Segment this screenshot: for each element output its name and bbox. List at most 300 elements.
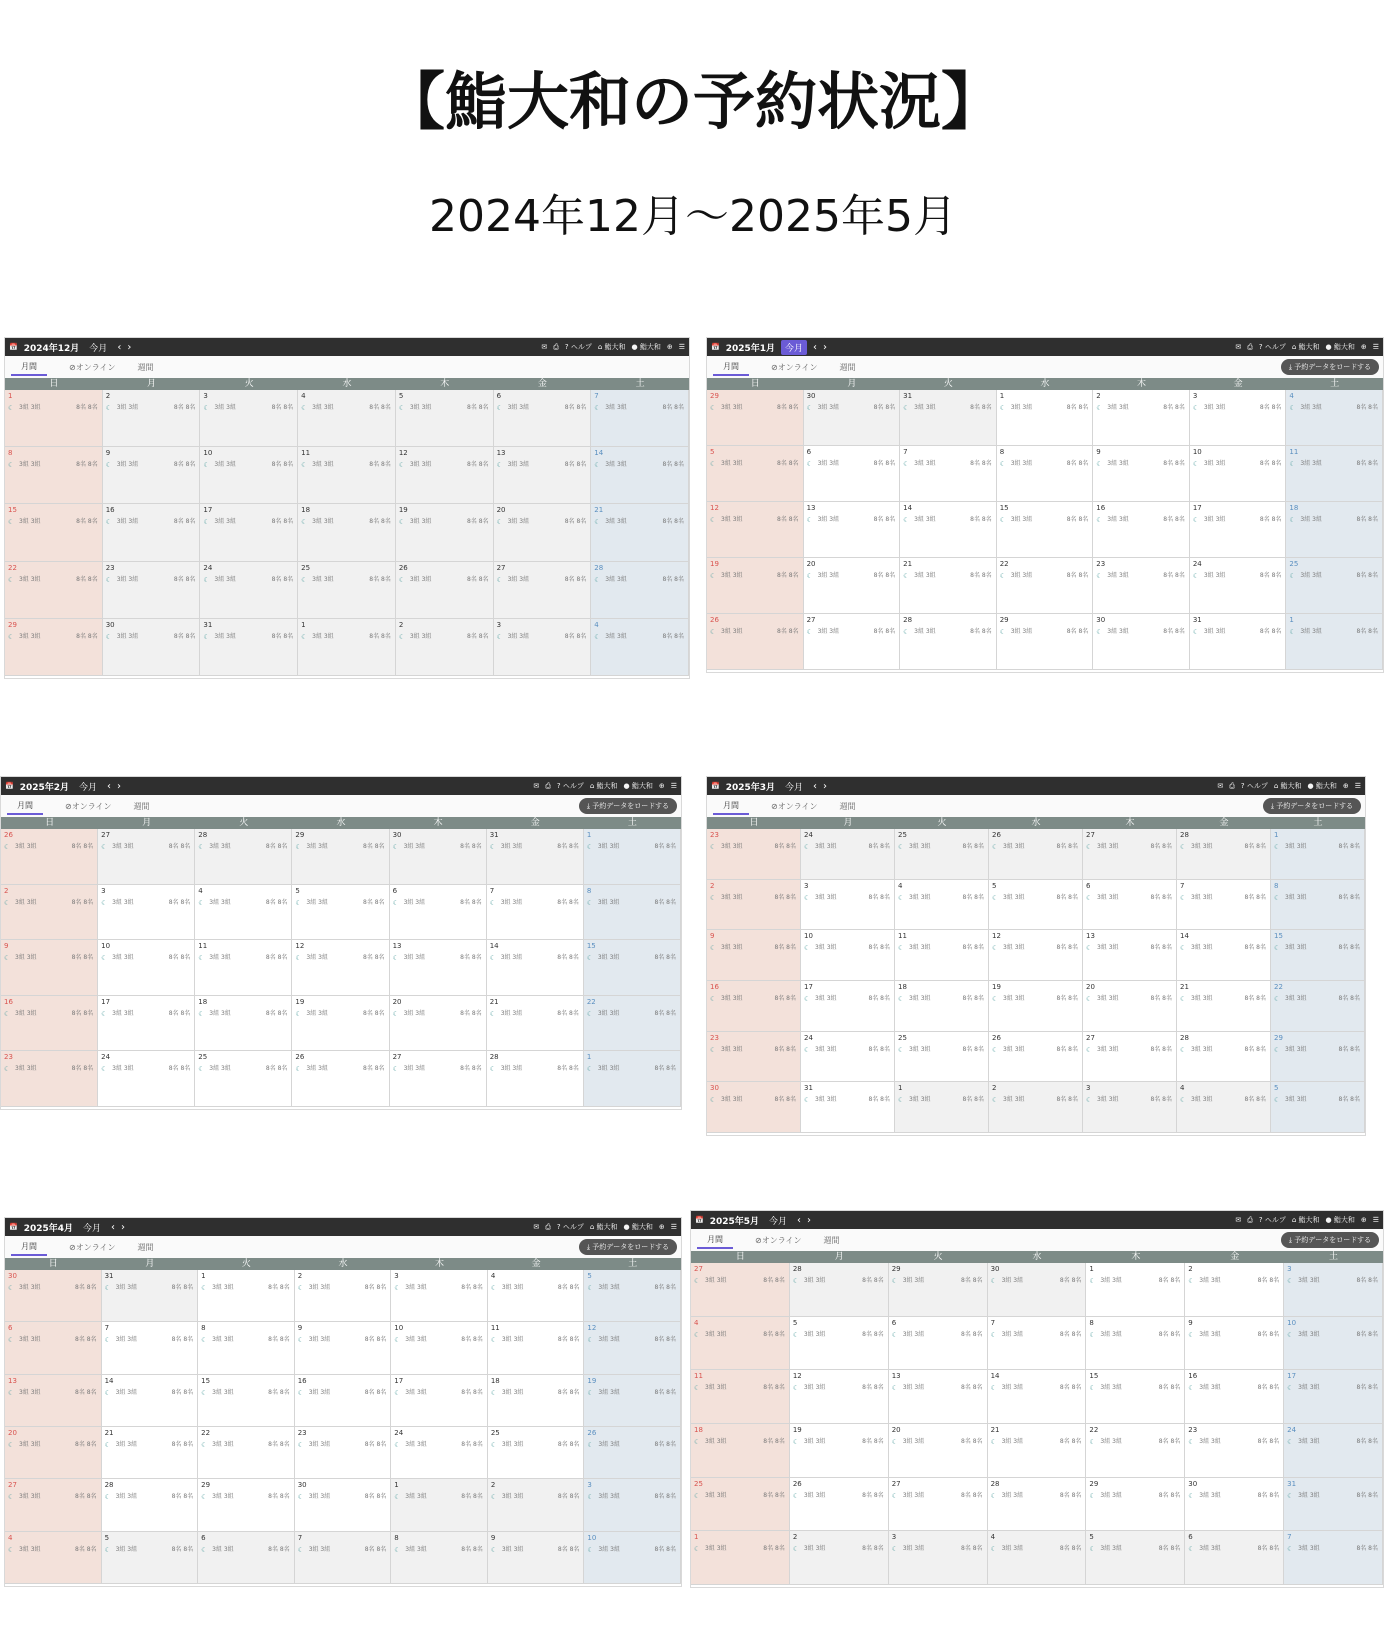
day-cell[interactable] — [988, 1370, 1087, 1424]
day-cell[interactable] — [1185, 1263, 1284, 1317]
tab-online[interactable]: ⊘オンライン — [771, 362, 818, 372]
day-cell[interactable] — [198, 1322, 295, 1374]
day-cell[interactable] — [1093, 390, 1190, 446]
help-button[interactable]: ? ヘルプ — [556, 782, 584, 790]
day-cell[interactable] — [900, 502, 997, 558]
day-cell[interactable] — [1185, 1424, 1284, 1478]
day-cell[interactable] — [900, 614, 997, 670]
day-cell[interactable] — [5, 1427, 102, 1479]
prev-month-button[interactable]: ‹ — [111, 1221, 116, 1233]
help-button[interactable]: ? ヘルプ — [1240, 782, 1268, 790]
day-cell[interactable] — [1286, 614, 1383, 670]
day-cell[interactable] — [895, 880, 989, 931]
day-cell[interactable] — [487, 940, 584, 996]
day-cell[interactable] — [691, 1263, 790, 1317]
next-month-button[interactable]: › — [121, 1221, 126, 1233]
day-cell[interactable] — [1083, 880, 1177, 931]
mail-icon[interactable]: ✉ — [541, 343, 548, 351]
day-cell[interactable] — [790, 1370, 889, 1424]
day-cell[interactable] — [298, 390, 396, 447]
day-cell[interactable] — [1284, 1370, 1383, 1424]
day-cell[interactable] — [494, 504, 592, 561]
day-cell[interactable] — [396, 619, 494, 676]
day-cell[interactable] — [200, 390, 298, 447]
menu-icon[interactable]: ☰ — [1354, 782, 1361, 790]
day-cell[interactable] — [494, 447, 592, 504]
load-reservation-button[interactable]: ⤓ 予約データをロードする — [1263, 798, 1361, 814]
day-cell[interactable] — [707, 1032, 801, 1083]
day-cell[interactable] — [691, 1370, 790, 1424]
day-cell[interactable] — [1177, 880, 1271, 931]
day-cell[interactable] — [591, 504, 689, 561]
help-button[interactable]: ? ヘルプ — [1258, 343, 1286, 351]
day-cell[interactable] — [1086, 1263, 1185, 1317]
mail-icon[interactable]: ✉ — [533, 1223, 540, 1231]
shop-button[interactable]: ⌂ 鮨大和 — [589, 1223, 618, 1231]
prev-month-button[interactable]: ‹ — [797, 1214, 802, 1226]
day-cell[interactable] — [488, 1375, 585, 1427]
day-cell[interactable] — [889, 1531, 988, 1585]
day-cell[interactable] — [989, 1032, 1083, 1083]
day-cell[interactable] — [989, 880, 1083, 931]
shop-button[interactable]: ⌂ 鮨大和 — [589, 782, 618, 790]
day-cell[interactable] — [391, 1270, 488, 1322]
day-cell[interactable] — [707, 981, 801, 1032]
day-cell[interactable] — [295, 1427, 392, 1479]
day-cell[interactable] — [1190, 502, 1287, 558]
day-cell[interactable] — [391, 1375, 488, 1427]
day-cell[interactable] — [292, 1051, 389, 1107]
day-cell[interactable] — [889, 1478, 988, 1532]
day-cell[interactable] — [1177, 981, 1271, 1032]
day-cell[interactable] — [1271, 981, 1365, 1032]
day-cell[interactable] — [997, 446, 1094, 502]
day-cell[interactable] — [889, 1370, 988, 1424]
day-cell[interactable] — [1284, 1263, 1383, 1317]
day-cell[interactable] — [804, 390, 901, 446]
menu-icon[interactable]: ☰ — [1372, 343, 1379, 351]
tab-week[interactable]: 週間 — [137, 362, 154, 372]
day-cell[interactable] — [198, 1532, 295, 1584]
day-cell[interactable] — [1284, 1478, 1383, 1532]
day-cell[interactable] — [1, 1051, 98, 1107]
day-cell[interactable] — [488, 1532, 585, 1584]
day-cell[interactable] — [801, 880, 895, 931]
tab-month[interactable]: 月間 — [713, 798, 749, 815]
day-cell[interactable] — [98, 1051, 195, 1107]
day-cell[interactable] — [989, 1082, 1083, 1133]
day-cell[interactable] — [790, 1531, 889, 1585]
day-cell[interactable] — [1271, 1032, 1365, 1083]
day-cell[interactable] — [195, 996, 292, 1052]
day-cell[interactable] — [1286, 558, 1383, 614]
day-cell[interactable] — [988, 1263, 1087, 1317]
day-cell[interactable] — [584, 1427, 681, 1479]
day-cell[interactable] — [900, 390, 997, 446]
day-cell[interactable] — [997, 502, 1094, 558]
day-cell[interactable] — [584, 829, 681, 885]
day-cell[interactable] — [298, 504, 396, 561]
day-cell[interactable] — [1083, 829, 1177, 880]
tab-month[interactable]: 月間 — [11, 1239, 47, 1256]
day-cell[interactable] — [494, 390, 592, 447]
day-cell[interactable] — [790, 1317, 889, 1371]
day-cell[interactable] — [801, 930, 895, 981]
day-cell[interactable] — [707, 880, 801, 931]
next-month-button[interactable]: › — [823, 780, 828, 792]
load-reservation-button[interactable]: ⤓ 予約データをロードする — [1281, 359, 1379, 375]
day-cell[interactable] — [707, 446, 804, 502]
next-month-button[interactable]: › — [807, 1214, 812, 1226]
day-cell[interactable] — [295, 1322, 392, 1374]
day-cell[interactable] — [997, 390, 1094, 446]
day-cell[interactable] — [1284, 1424, 1383, 1478]
day-cell[interactable] — [98, 885, 195, 941]
day-cell[interactable] — [989, 930, 1083, 981]
day-cell[interactable] — [988, 1478, 1087, 1532]
globe-icon[interactable]: ⊕ — [666, 343, 673, 351]
day-cell[interactable] — [895, 981, 989, 1032]
day-cell[interactable] — [584, 1532, 681, 1584]
day-cell[interactable] — [1093, 558, 1190, 614]
prev-month-button[interactable]: ‹ — [813, 780, 818, 792]
tab-month[interactable]: 月間 — [697, 1232, 733, 1249]
day-cell[interactable] — [591, 390, 689, 447]
day-cell[interactable] — [989, 829, 1083, 880]
globe-icon[interactable]: ⊕ — [658, 782, 665, 790]
day-cell[interactable] — [804, 446, 901, 502]
day-cell[interactable] — [804, 502, 901, 558]
day-cell[interactable] — [895, 1032, 989, 1083]
day-cell[interactable] — [889, 1424, 988, 1478]
day-cell[interactable] — [691, 1531, 790, 1585]
day-cell[interactable] — [1284, 1531, 1383, 1585]
day-cell[interactable] — [790, 1263, 889, 1317]
tab-month[interactable]: 月間 — [7, 798, 43, 815]
day-cell[interactable] — [584, 1051, 681, 1107]
day-cell[interactable] — [889, 1263, 988, 1317]
day-cell[interactable] — [487, 996, 584, 1052]
day-cell[interactable] — [195, 885, 292, 941]
day-cell[interactable] — [295, 1375, 392, 1427]
tab-week[interactable]: 週間 — [839, 801, 856, 811]
day-cell[interactable] — [488, 1270, 585, 1322]
shop-button[interactable]: ⌂ 鮨大和 — [1291, 343, 1320, 351]
day-cell[interactable] — [487, 829, 584, 885]
day-cell[interactable] — [5, 1270, 102, 1322]
day-cell[interactable] — [804, 614, 901, 670]
tab-week[interactable]: 週間 — [137, 1242, 154, 1252]
day-cell[interactable] — [200, 619, 298, 676]
day-cell[interactable] — [396, 504, 494, 561]
tab-online[interactable]: ⊘オンライン — [69, 1242, 116, 1252]
day-cell[interactable] — [1086, 1424, 1185, 1478]
day-cell[interactable] — [5, 390, 103, 447]
prev-month-button[interactable]: ‹ — [107, 780, 112, 792]
day-cell[interactable] — [1286, 446, 1383, 502]
day-cell[interactable] — [292, 829, 389, 885]
day-cell[interactable] — [5, 562, 103, 619]
day-cell[interactable] — [584, 1322, 681, 1374]
day-cell[interactable] — [102, 1322, 199, 1374]
day-cell[interactable] — [295, 1532, 392, 1584]
day-cell[interactable] — [988, 1531, 1087, 1585]
next-month-button[interactable]: › — [127, 341, 132, 353]
globe-icon[interactable]: ⊕ — [1360, 1216, 1367, 1224]
day-cell[interactable] — [1271, 930, 1365, 981]
day-cell[interactable] — [804, 558, 901, 614]
mail-icon[interactable]: ✉ — [1235, 1216, 1242, 1224]
tab-online[interactable]: ⊘オンライン — [771, 801, 818, 811]
tab-online[interactable]: ⊘オンライン — [65, 801, 112, 811]
day-cell[interactable] — [5, 619, 103, 676]
day-cell[interactable] — [1086, 1531, 1185, 1585]
day-cell[interactable] — [5, 1322, 102, 1374]
tab-week[interactable]: 週間 — [133, 801, 150, 811]
day-cell[interactable] — [487, 1051, 584, 1107]
day-cell[interactable] — [103, 504, 201, 561]
day-cell[interactable] — [1083, 1082, 1177, 1133]
day-cell[interactable] — [102, 1375, 199, 1427]
day-cell[interactable] — [584, 940, 681, 996]
day-cell[interactable] — [707, 390, 804, 446]
next-month-button[interactable]: › — [823, 341, 828, 353]
globe-icon[interactable]: ⊕ — [1342, 782, 1349, 790]
day-cell[interactable] — [295, 1479, 392, 1531]
day-cell[interactable] — [195, 940, 292, 996]
day-cell[interactable] — [102, 1427, 199, 1479]
day-cell[interactable] — [390, 1051, 487, 1107]
day-cell[interactable] — [298, 447, 396, 504]
user-button[interactable]: ● 鮨大和 — [623, 1223, 653, 1231]
day-cell[interactable] — [1086, 1478, 1185, 1532]
day-cell[interactable] — [707, 829, 801, 880]
day-cell[interactable] — [1286, 390, 1383, 446]
help-button[interactable]: ? ヘルプ — [556, 1223, 584, 1231]
day-cell[interactable] — [1286, 502, 1383, 558]
day-cell[interactable] — [198, 1479, 295, 1531]
day-cell[interactable] — [102, 1532, 199, 1584]
day-cell[interactable] — [390, 829, 487, 885]
day-cell[interactable] — [102, 1479, 199, 1531]
day-cell[interactable] — [1271, 1082, 1365, 1133]
day-cell[interactable] — [584, 996, 681, 1052]
load-reservation-button[interactable]: ⤓ 予約データをロードする — [1281, 1232, 1379, 1248]
day-cell[interactable] — [5, 1375, 102, 1427]
day-cell[interactable] — [1177, 829, 1271, 880]
user-button[interactable]: ● 鮨大和 — [1325, 1216, 1355, 1224]
day-cell[interactable] — [1271, 880, 1365, 931]
day-cell[interactable] — [198, 1375, 295, 1427]
menu-icon[interactable]: ☰ — [678, 343, 685, 351]
prev-month-button[interactable]: ‹ — [117, 341, 122, 353]
menu-icon[interactable]: ☰ — [670, 1223, 677, 1231]
tab-month[interactable]: 月間 — [713, 359, 749, 376]
day-cell[interactable] — [1083, 930, 1177, 981]
day-cell[interactable] — [1, 829, 98, 885]
day-cell[interactable] — [997, 614, 1094, 670]
globe-icon[interactable]: ⊕ — [658, 1223, 665, 1231]
day-cell[interactable] — [691, 1424, 790, 1478]
print-icon[interactable]: ⎙ — [553, 342, 559, 351]
day-cell[interactable] — [1093, 614, 1190, 670]
day-cell[interactable] — [292, 996, 389, 1052]
today-button[interactable]: 今月 — [89, 343, 108, 354]
load-reservation-button[interactable]: ⤓ 予約データをロードする — [579, 798, 677, 814]
day-cell[interactable] — [98, 940, 195, 996]
day-cell[interactable] — [1083, 981, 1177, 1032]
user-button[interactable]: ● 鮨大和 — [631, 343, 661, 351]
day-cell[interactable] — [102, 1270, 199, 1322]
shop-button[interactable]: ⌂ 鮨大和 — [1273, 782, 1302, 790]
day-cell[interactable] — [390, 940, 487, 996]
print-icon[interactable]: ⎙ — [545, 781, 551, 790]
day-cell[interactable] — [584, 1479, 681, 1531]
day-cell[interactable] — [1190, 558, 1287, 614]
day-cell[interactable] — [487, 885, 584, 941]
day-cell[interactable] — [707, 502, 804, 558]
day-cell[interactable] — [5, 447, 103, 504]
day-cell[interactable] — [98, 829, 195, 885]
mail-icon[interactable]: ✉ — [533, 782, 540, 790]
day-cell[interactable] — [195, 1051, 292, 1107]
day-cell[interactable] — [103, 447, 201, 504]
day-cell[interactable] — [591, 447, 689, 504]
load-reservation-button[interactable]: ⤓ 予約データをロードする — [579, 1239, 677, 1255]
day-cell[interactable] — [1177, 1082, 1271, 1133]
day-cell[interactable] — [5, 1532, 102, 1584]
day-cell[interactable] — [295, 1270, 392, 1322]
day-cell[interactable] — [391, 1532, 488, 1584]
day-cell[interactable] — [895, 829, 989, 880]
day-cell[interactable] — [1086, 1317, 1185, 1371]
mail-icon[interactable]: ✉ — [1235, 343, 1242, 351]
day-cell[interactable] — [391, 1479, 488, 1531]
print-icon[interactable]: ⎙ — [1247, 1215, 1253, 1224]
day-cell[interactable] — [801, 1032, 895, 1083]
day-cell[interactable] — [198, 1270, 295, 1322]
shop-button[interactable]: ⌂ 鮨大和 — [597, 343, 626, 351]
day-cell[interactable] — [198, 1427, 295, 1479]
day-cell[interactable] — [1185, 1531, 1284, 1585]
day-cell[interactable] — [494, 562, 592, 619]
day-cell[interactable] — [1177, 1032, 1271, 1083]
day-cell[interactable] — [1, 885, 98, 941]
day-cell[interactable] — [488, 1427, 585, 1479]
day-cell[interactable] — [200, 447, 298, 504]
day-cell[interactable] — [707, 1082, 801, 1133]
day-cell[interactable] — [1185, 1478, 1284, 1532]
print-icon[interactable]: ⎙ — [1247, 342, 1253, 351]
day-cell[interactable] — [1284, 1317, 1383, 1371]
today-button[interactable]: 今月 — [781, 340, 807, 355]
user-button[interactable]: ● 鮨大和 — [1325, 343, 1355, 351]
day-cell[interactable] — [488, 1479, 585, 1531]
day-cell[interactable] — [292, 940, 389, 996]
day-cell[interactable] — [200, 504, 298, 561]
menu-icon[interactable]: ☰ — [1372, 1216, 1379, 1224]
tab-week[interactable]: 週間 — [839, 362, 856, 372]
help-button[interactable]: ? ヘルプ — [564, 343, 592, 351]
day-cell[interactable] — [103, 619, 201, 676]
day-cell[interactable] — [391, 1322, 488, 1374]
day-cell[interactable] — [584, 1270, 681, 1322]
day-cell[interactable] — [801, 981, 895, 1032]
day-cell[interactable] — [103, 562, 201, 619]
day-cell[interactable] — [1, 996, 98, 1052]
day-cell[interactable] — [390, 885, 487, 941]
day-cell[interactable] — [988, 1424, 1087, 1478]
day-cell[interactable] — [790, 1424, 889, 1478]
day-cell[interactable] — [988, 1317, 1087, 1371]
day-cell[interactable] — [1093, 502, 1190, 558]
tab-online[interactable]: ⊘オンライン — [755, 1235, 802, 1245]
today-button[interactable]: 今月 — [785, 782, 804, 793]
day-cell[interactable] — [1190, 446, 1287, 502]
day-cell[interactable] — [691, 1478, 790, 1532]
tab-month[interactable]: 月間 — [11, 359, 47, 376]
day-cell[interactable] — [1271, 829, 1365, 880]
menu-icon[interactable]: ☰ — [670, 782, 677, 790]
shop-button[interactable]: ⌂ 鮨大和 — [1291, 1216, 1320, 1224]
day-cell[interactable] — [584, 1375, 681, 1427]
user-button[interactable]: ● 鮨大和 — [1307, 782, 1337, 790]
today-button[interactable]: 今月 — [83, 1223, 102, 1234]
day-cell[interactable] — [494, 619, 592, 676]
next-month-button[interactable]: › — [117, 780, 122, 792]
day-cell[interactable] — [707, 558, 804, 614]
day-cell[interactable] — [1185, 1370, 1284, 1424]
day-cell[interactable] — [900, 446, 997, 502]
print-icon[interactable]: ⎙ — [1229, 781, 1235, 790]
day-cell[interactable] — [707, 930, 801, 981]
day-cell[interactable] — [1185, 1317, 1284, 1371]
day-cell[interactable] — [591, 562, 689, 619]
mail-icon[interactable]: ✉ — [1217, 782, 1224, 790]
day-cell[interactable] — [889, 1317, 988, 1371]
prev-month-button[interactable]: ‹ — [813, 341, 818, 353]
today-button[interactable]: 今月 — [769, 1216, 788, 1227]
day-cell[interactable] — [584, 885, 681, 941]
day-cell[interactable] — [1190, 614, 1287, 670]
day-cell[interactable] — [591, 619, 689, 676]
globe-icon[interactable]: ⊕ — [1360, 343, 1367, 351]
day-cell[interactable] — [900, 558, 997, 614]
day-cell[interactable] — [895, 930, 989, 981]
day-cell[interactable] — [1086, 1370, 1185, 1424]
day-cell[interactable] — [390, 996, 487, 1052]
day-cell[interactable] — [195, 829, 292, 885]
help-button[interactable]: ? ヘルプ — [1258, 1216, 1286, 1224]
tab-online[interactable]: ⊘オンライン — [69, 362, 116, 372]
day-cell[interactable] — [391, 1427, 488, 1479]
day-cell[interactable] — [200, 562, 298, 619]
day-cell[interactable] — [103, 390, 201, 447]
day-cell[interactable] — [801, 829, 895, 880]
day-cell[interactable] — [5, 1479, 102, 1531]
day-cell[interactable] — [396, 390, 494, 447]
day-cell[interactable] — [488, 1322, 585, 1374]
day-cell[interactable] — [1190, 390, 1287, 446]
day-cell[interactable] — [396, 562, 494, 619]
day-cell[interactable] — [5, 504, 103, 561]
day-cell[interactable] — [895, 1082, 989, 1133]
user-button[interactable]: ● 鮨大和 — [623, 782, 653, 790]
day-cell[interactable] — [1177, 930, 1271, 981]
day-cell[interactable] — [691, 1317, 790, 1371]
tab-week[interactable]: 週間 — [823, 1235, 840, 1245]
day-cell[interactable] — [997, 558, 1094, 614]
